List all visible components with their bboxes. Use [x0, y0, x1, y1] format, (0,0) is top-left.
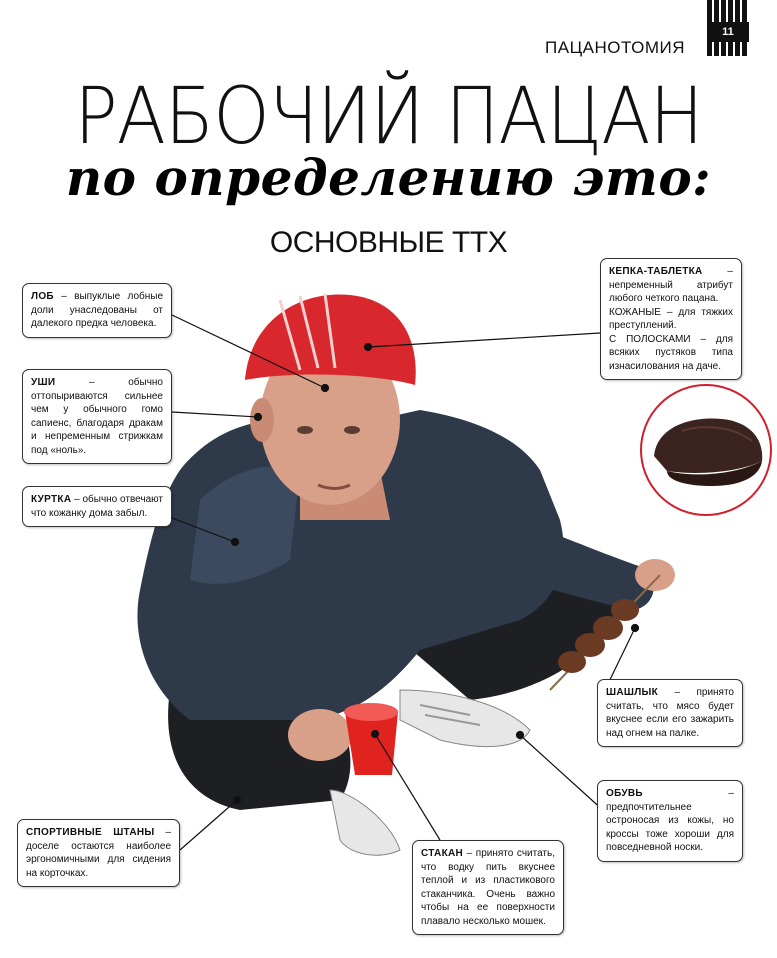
callout-shashlyk	[597, 679, 743, 747]
leather-cap-image	[642, 386, 772, 516]
page-number: 11	[719, 26, 737, 38]
callout-stakan-text: – принято считать, что водку пить вкуснее теплой и из пластикового стаканчика. Очень важно чтобы на ее поверхности плавало несколько мошек.	[421, 848, 555, 927]
callout-shtany-term: СПОРТИВНЫЕ ШТАНЫ	[26, 827, 155, 838]
callout-obuv-text: – предпочтительнее остроносая из кожы, но кроссы тоже хороши для повседневной носки.	[606, 788, 734, 853]
callout-shashlyk-text: – принято считать, что мясо будет вкуснее если его зажарить над огнем на палке.	[606, 687, 734, 739]
left-eye	[297, 426, 313, 434]
section-subhead: ОСНОВНЫЕ ТТХ	[269, 226, 508, 259]
right-hand-shape	[635, 559, 675, 591]
right-eye	[344, 426, 360, 434]
section-label: ПАЦАНОТОМИЯ	[545, 38, 685, 57]
callout-obuv-term: ОБУВЬ	[606, 788, 643, 799]
left-hand-shape	[288, 709, 352, 761]
callout-lob-term: ЛОБ	[31, 291, 54, 302]
callout-obuv	[597, 780, 743, 862]
callout-shashlyk-term: ШАШЛЫК	[606, 687, 659, 698]
callout-ushi	[22, 369, 172, 464]
callout-ushi-text: – обычно оттопыриваются сильнее чем у обычного гомо сапиенс, благодаря дракам и непременным стрижкам под «ноль».	[31, 377, 163, 456]
callout-ushi-term: УШИ	[31, 377, 56, 388]
callout-kurtka-term: КУРТКА	[31, 494, 72, 505]
callout-kepka-term: КЕПКА-ТАБЛЕТКА	[609, 266, 703, 277]
red-cup-shape	[345, 712, 398, 775]
callout-kepka-text: – непременный атрибут любого четкого пацана.	[609, 266, 733, 304]
callout-lob	[22, 283, 172, 338]
ear-shape	[250, 398, 274, 442]
callout-kurtka	[22, 486, 172, 527]
callout-kurtka-text: – обычно отвечают что кожанку дома забыл.	[31, 494, 164, 519]
callout-lob-text: – выпуклые лобные доли унаследованы от далекого предка человека.	[31, 291, 163, 329]
page-subtitle: по определению это:	[65, 148, 712, 207]
left-sneaker-shape	[330, 790, 400, 855]
callout-stakan-term: СТАКАН	[421, 848, 464, 859]
callout-stakan	[412, 840, 564, 935]
right-sneaker-shape	[400, 690, 530, 747]
page-title: РАБОЧИЙ ПАЦАН	[74, 72, 703, 162]
leather-cap-thumbnail	[640, 384, 772, 516]
callout-shtany	[17, 819, 180, 887]
callout-kepka	[600, 258, 742, 380]
callout-kepka-line2: КОЖАНЫЕ – для тяжких преступлений.	[609, 306, 733, 331]
callout-shtany-text: – доселе остаются наиболее эргономичными для сидения на корточках.	[26, 827, 172, 879]
callout-kepka-line3: С ПОЛОСКАМИ – для всяких пустяков типа изнасилования на даче.	[609, 333, 733, 372]
